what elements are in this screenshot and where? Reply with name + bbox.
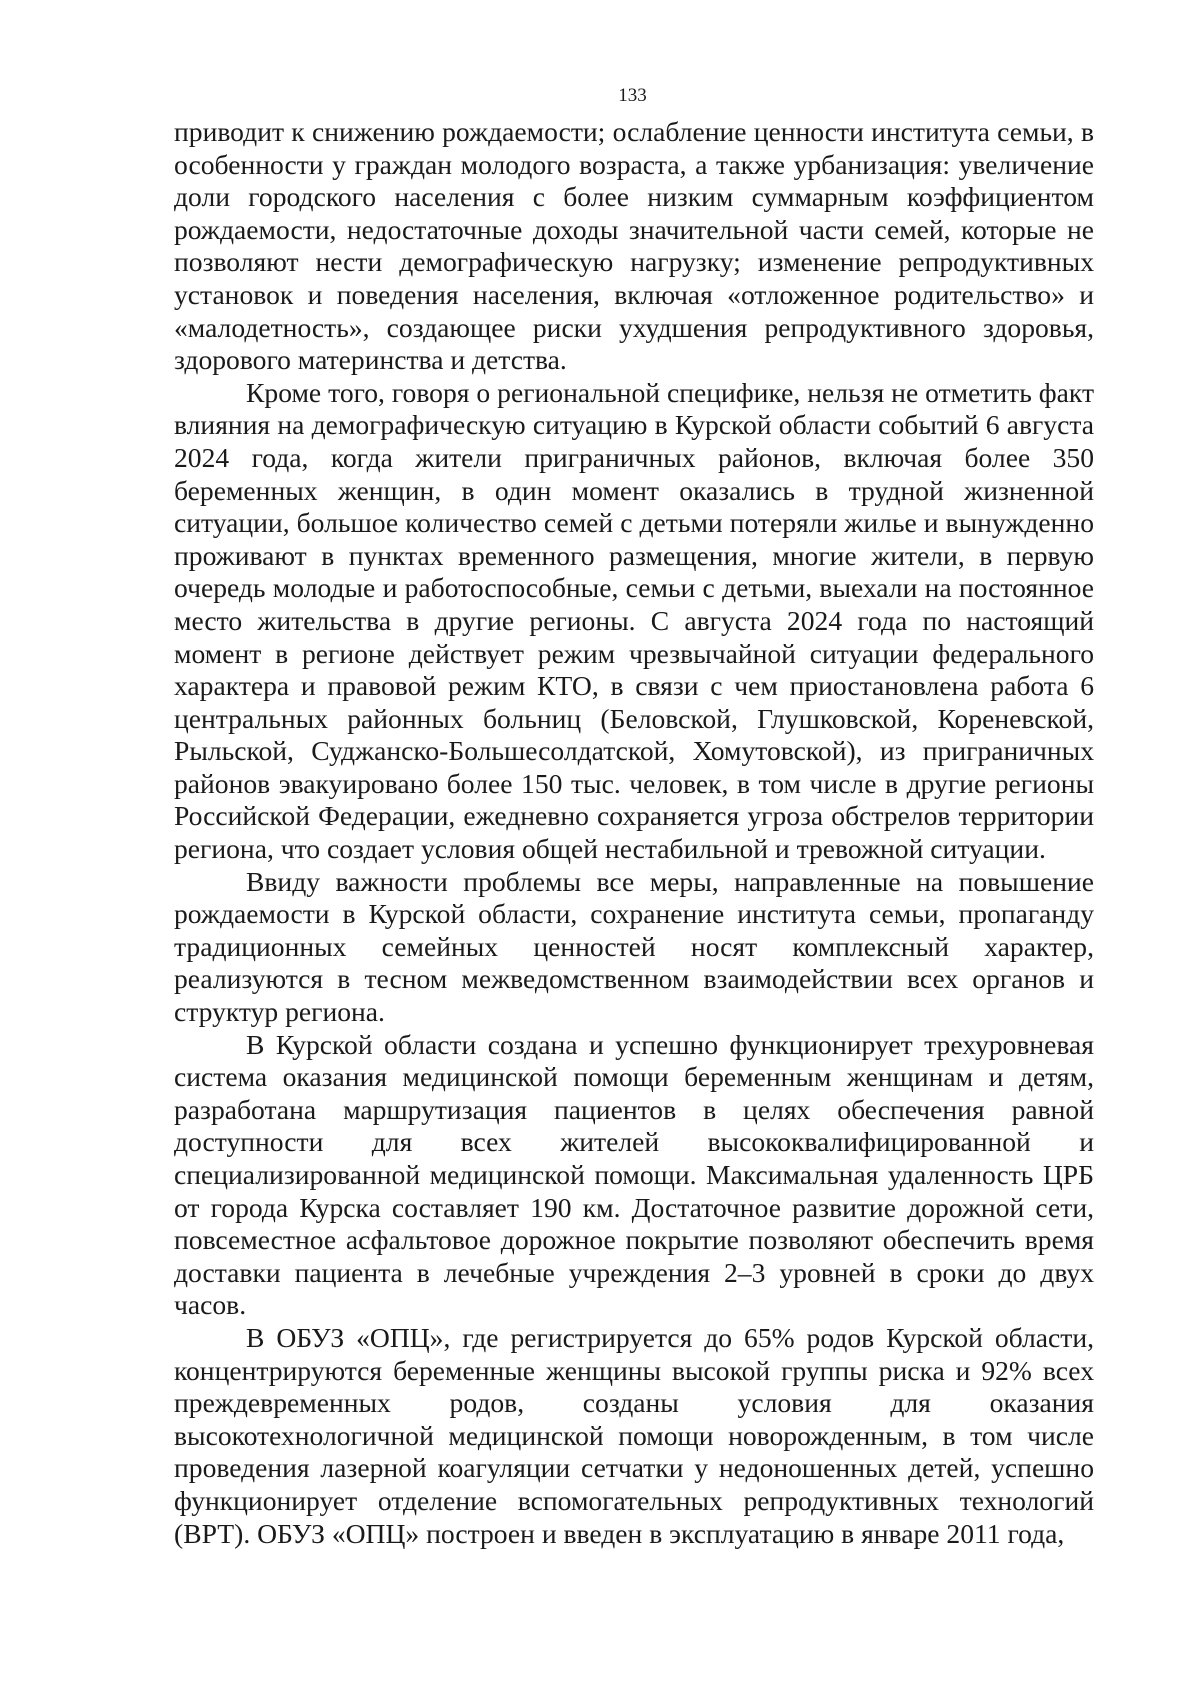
paragraph-continuation: приводит к снижению рождаемости; ослабление ценности института семьи, в особенности у граждан молодого возраста, а также урбанизация: увеличение доли городского населения с более низким суммарным коэффициентом рождаемости, недостаточные доходы значительной части семей, которые не позволяют нести демографическую нагрузку; изменение репродуктивных установок и поведения населения, включая «отложенное родительство» и «малодетность», создающее риски ухудшения репродуктивного здоровья, здорового материнства и детства. [174,116,1094,376]
document-body [174,116,1094,1550]
page-number: 133 [618,85,647,106]
paragraph-medical-care-system: В Курской области создана и успешно функционирует трехуровневая система оказания медицинской помощи беременным женщинам и детям, разработана маршрутизация пациентов в целях обеспечения равной доступности для всех жителей высококвалифицированной и специализированной медицинской помощи. Максимальная удаленность ЦРБ от города Курска составляет 190 км. Достаточное развитие дорожной сети, повсеместное асфальтовое дорожное покрытие позволяют обеспечить время доставки пациента в лечебные учреждения 2–3 уровней в сроки до двух часов. [174,1028,1094,1321]
paragraph-regional-specifics: Кроме того, говоря о региональной специфике, нельзя не отметить факт влияния на демографическую ситуацию в Курской области событий 6 августа 2024 года, когда жители приграничных районов, включая более 350 беременных женщин, в один момент оказались в трудной жизненной ситуации, большое количество семей с детьми потеряли жилье и вынужденно проживают в пунктах временного размещения, многие жители, в первую очередь молодые и работоспособные, семьи с детьми, выехали на постоянное место жительства в другие регионы. С августа 2024 года по настоящий момент в регионе действует режим чрезвычайной ситуации федерального характера и правовой режим КТО, в связи с чем приостановлена работа 6 центральных районных больниц (Беловской, Глушковской, Кореневской, Рыльской, Суджанско-Большесолдатской, Хомутовской), из приграничных районов эвакуировано более 150 тыс. человек, в том числе в другие регионы Российской Федерации, ежедневно сохраняется угроза обстрелов территории региона, что создает условия общей нестабильной и тревожной ситуации. [174,376,1094,865]
paragraph-comprehensive-measures: Ввиду важности проблемы все меры, направленные на повышение рождаемости в Курской области, сохранение института семьи, пропаганду традиционных семейных ценностей носят комплексный характер, реализуются в тесном межведомственном взаимодействии всех органов и структур региона. [174,865,1094,1028]
paragraph-perinatal-center: В ОБУЗ «ОПЦ», где регистрируется до 65% родов Курской области, концентрируются беременные женщины высокой группы риска и 92% всех преждевременных родов, созданы условия для оказания высокотехнологичной медицинской помощи новорожденным, в том числе проведения лазерной коагуляции сетчатки у недоношенных детей, успешно функционирует отделение вспомогательных репродуктивных технологий (ВРТ). ОБУЗ «ОПЦ» построен и введен в эксплуатацию в январе 2011 года, [174,1321,1094,1549]
